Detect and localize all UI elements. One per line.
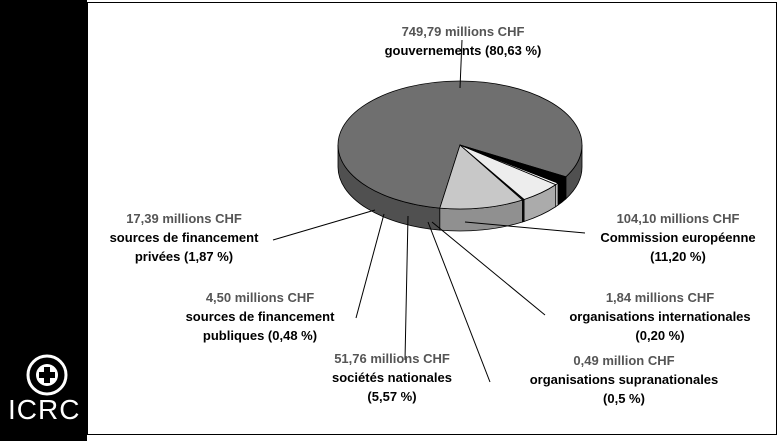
slice-label-2-line-1: organisations internationales [569,309,751,324]
slice-label-4-line-0: 51,76 millions CHF [334,351,450,366]
slice-label-3-line-1: organisations supranationales [529,372,719,387]
slice-label-3-line-2: (0,5 %) [603,391,645,406]
slice-label-0-line-1: gouvernements (80,63 %) [384,43,542,58]
slice-label-2 [569,290,750,343]
slice-label-2-line-2: (0,20 %) [635,328,685,343]
leader-line-5 [356,214,384,318]
slice-label-5-line-0: 4,50 millions CHF [205,290,315,305]
slice-label-0-line-0: 749,79 millions CHF [401,24,525,39]
pie-top-layer [338,81,582,209]
slice-label-3 [530,353,719,406]
slice-label-6-line-1: sources de financement [109,230,259,245]
slice-label-5 [186,290,335,343]
slice-label-5-line-1: sources de financement [185,309,335,324]
slice-label-6 [110,211,259,264]
slice-label-1 [600,211,755,264]
slice-label-1-line-0: 104,10 millions CHF [616,211,740,226]
leader-line-4 [405,216,408,360]
slice-label-2-line-0: 1,84 millions CHF [605,290,715,305]
slice-label-4 [332,351,452,404]
logo-text: ICRC [8,394,81,425]
slice-label-1-line-1: Commission européenne [600,230,756,245]
slice-label-6-line-0: 17,39 millions CHF [126,211,242,226]
slice-label-4-line-2: (5,57 %) [367,389,417,404]
slice-label-3-line-0: 0,49 million CHF [573,353,675,368]
slice-label-5-line-2: publiques (0,48 %) [202,328,318,343]
slice-label-0 [385,24,542,58]
slice-label-4-line-1: sociétés nationales [332,370,452,385]
leader-line-2 [432,222,545,315]
slice-label-1-line-2: (11,20 %) [650,249,706,264]
leader-line-6 [273,210,375,240]
slice-label-6-line-2: privées (1,87 %) [134,249,234,264]
